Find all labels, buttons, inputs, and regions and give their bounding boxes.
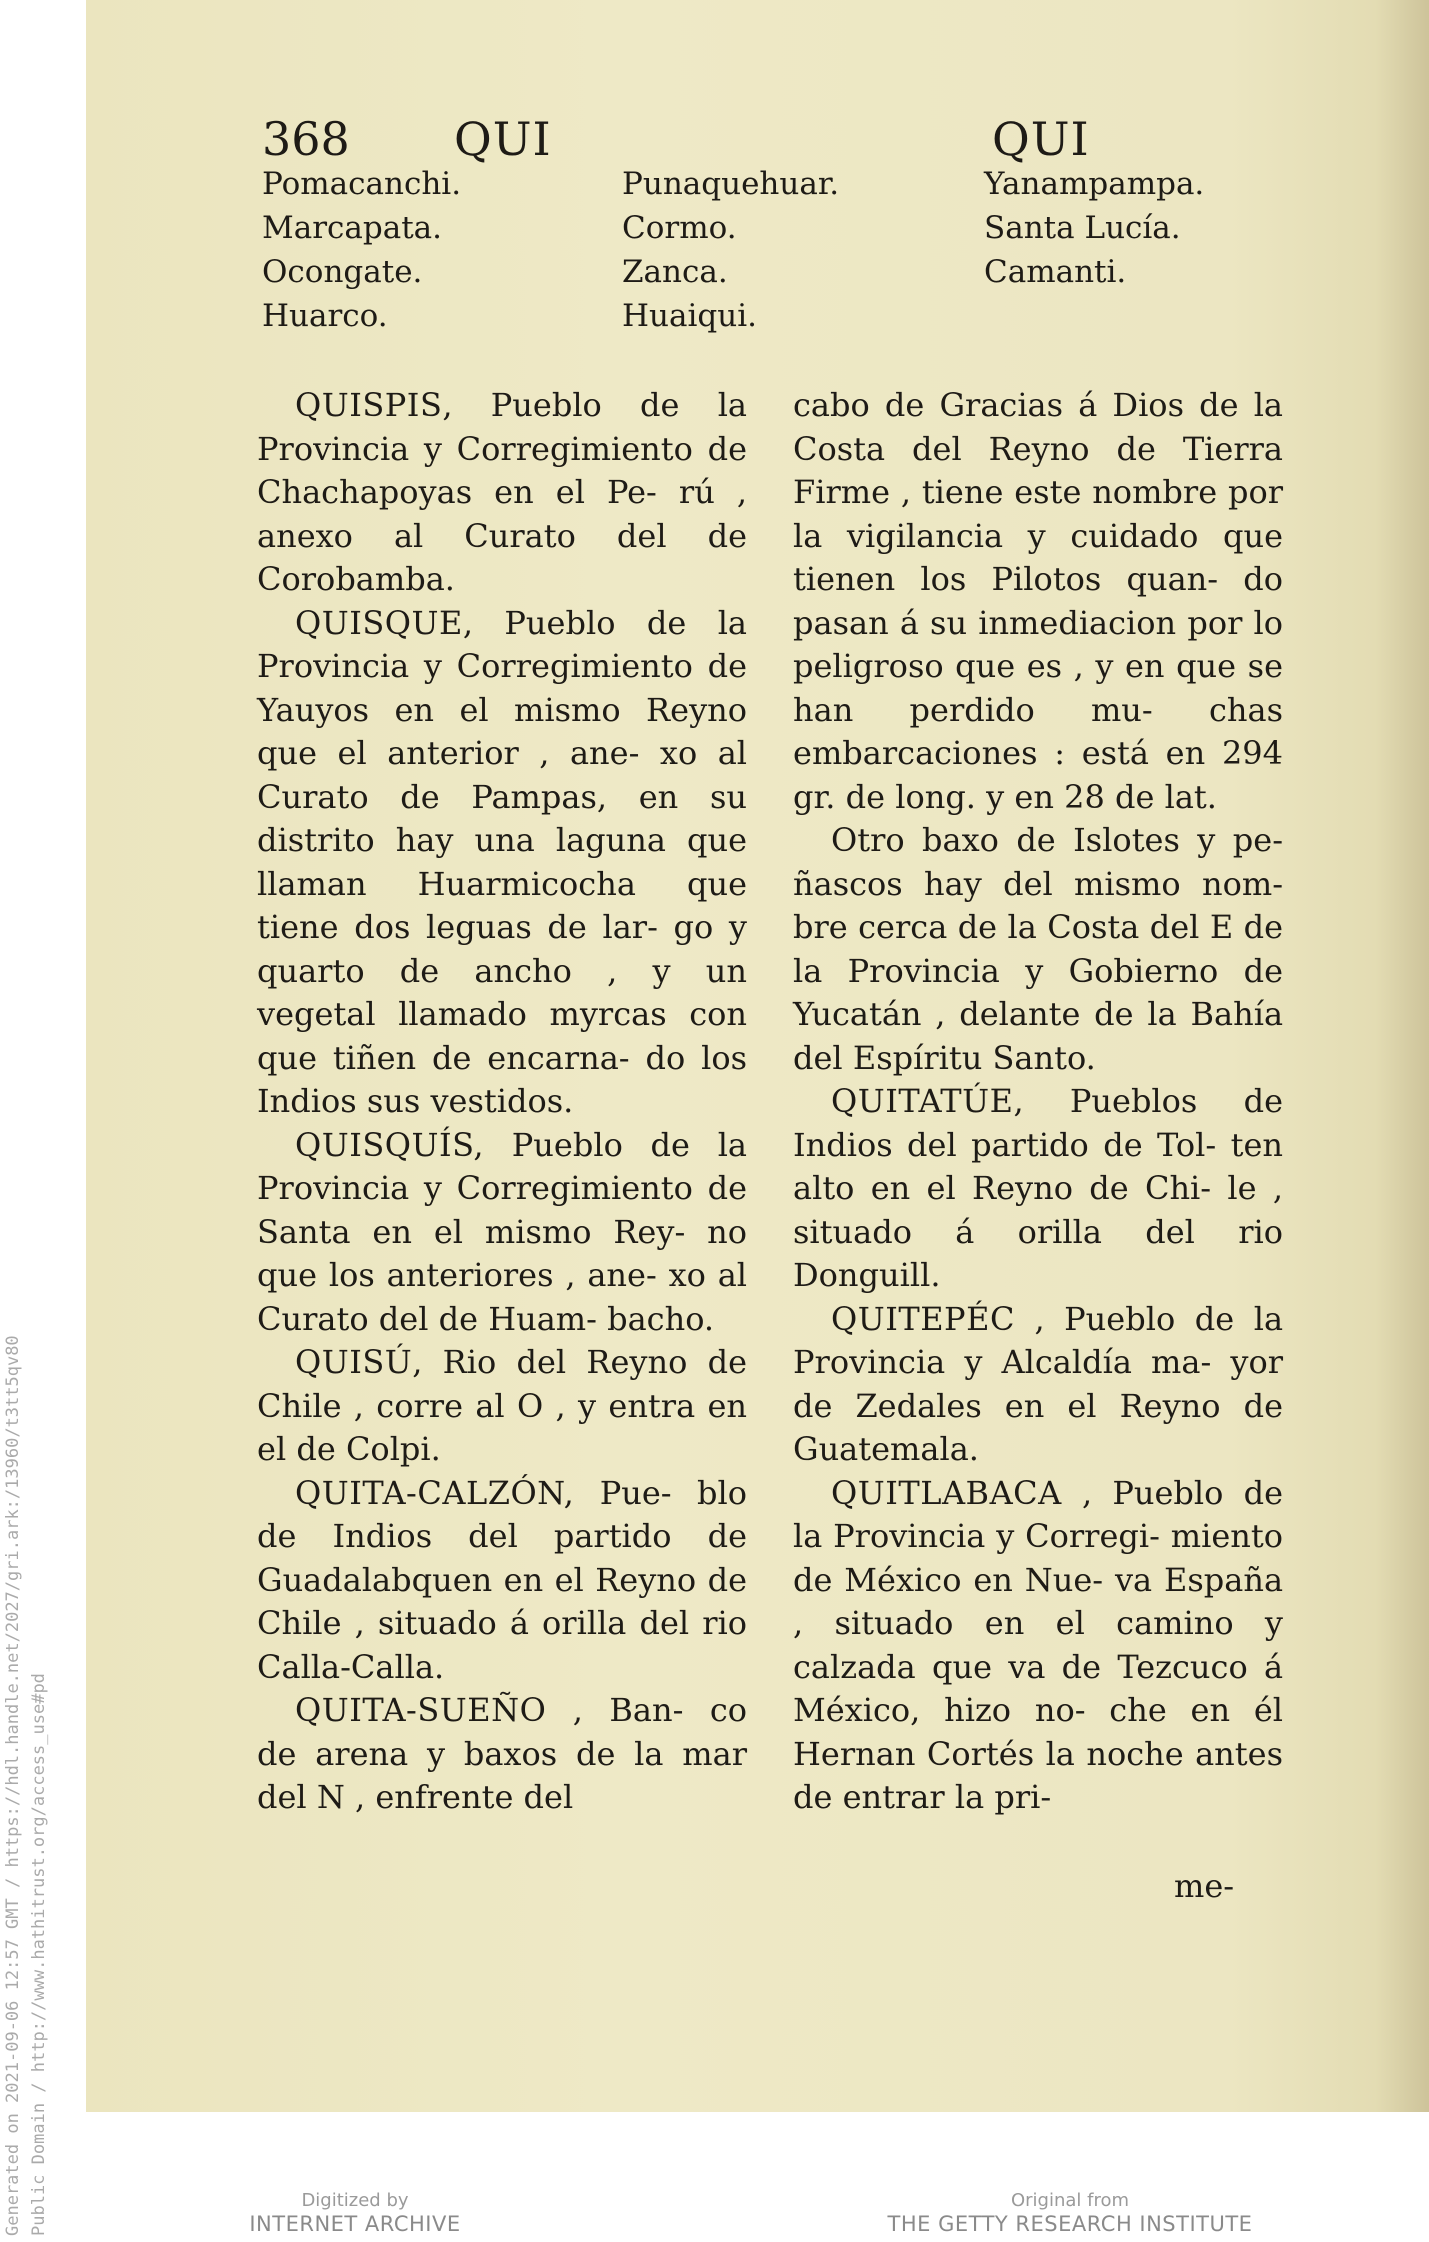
- entry-text-line: Provincia y Corregimiento: [257, 429, 693, 468]
- entry-text-line: do pasan á su inmediacion: [793, 560, 1284, 642]
- entry-text-line: , Pueblo de: [1014, 1299, 1235, 1338]
- entry-text-line: Guadalabquen en el Reyno: [257, 1560, 697, 1599]
- dictionary-entry: [793, 1080, 1283, 1298]
- entry-text-line: Corobamba.: [257, 560, 455, 598]
- entry-text-line: Provincia y Corregimiento: [257, 647, 693, 685]
- entry-text-line: rú , anexo al Curato del de: [257, 473, 748, 555]
- entry-text-line: entra en el de Colpi.: [257, 1386, 748, 1468]
- entry-text-line: cabo de Gracias á Dios de: [793, 386, 1239, 424]
- entry-text-line: Tezcuco á México, hizo no-: [793, 1647, 1284, 1729]
- entry-text-line: de Guatemala.: [793, 1386, 1284, 1468]
- entry-headword: QUISÚ: [295, 1343, 413, 1381]
- entry-text-line: Indios del partido de Tol-: [793, 1125, 1217, 1164]
- dictionary-entry: [257, 1341, 747, 1472]
- entry-headword: QUITA-SUEÑO: [295, 1691, 547, 1729]
- place-name: Cormo.: [622, 210, 737, 246]
- place-name: Camanti.: [984, 254, 1127, 290]
- entry-text-line: de Yauyos en el mismo: [257, 647, 748, 729]
- entry-text-line: do los Indios sus vestidos.: [257, 1038, 748, 1120]
- page-number: 368: [262, 112, 350, 166]
- place-name: Huaiqui.: [622, 298, 757, 334]
- place-list-column-3: [984, 162, 1204, 294]
- place-list-column-2: [622, 162, 839, 338]
- original-from-value: THE GETTY RESEARCH INSTITUTE: [887, 2212, 1253, 2236]
- text-column-right: [793, 384, 1283, 1820]
- dictionary-entry: [793, 1298, 1283, 1472]
- entry-text-line: de Chile , situado á orilla: [257, 1560, 747, 1642]
- entry-text-line: Donguill.: [793, 1256, 941, 1294]
- entry-text-line: de la Provincia y Corregi-: [793, 1473, 1284, 1555]
- catchword: me-: [1174, 1867, 1235, 1905]
- entry-text-line: Bahía del Espíritu Santo.: [793, 995, 1284, 1077]
- entry-headword: QUITEPÉC: [831, 1299, 1015, 1338]
- entry-text-line: , Ban-: [546, 1691, 684, 1729]
- entry-text-line: bacho.: [607, 1299, 715, 1338]
- entry-text-line: de lat.: [1115, 777, 1217, 816]
- entry-text-line: su distrito hay una laguna: [257, 777, 748, 859]
- entry-text-line: ten alto en el Reyno de Chi-: [793, 1125, 1284, 1207]
- entry-text-line: , Pueblos de: [1013, 1082, 1283, 1120]
- place-name: Zanca.: [622, 254, 728, 290]
- entry-text-line: la Costa del Reyno de Tierra: [793, 386, 1283, 468]
- entry-text-line: un vegetal llamado myrcas: [257, 951, 748, 1033]
- entry-text-line: de Chile , corre al O , y: [257, 1343, 747, 1425]
- entry-text-line: la Provincia y Alcaldía ma-: [793, 1299, 1284, 1381]
- place-name: Marcapata.: [262, 210, 443, 246]
- place-name: Yanampampa.: [984, 166, 1205, 202]
- entry-text-line: Pue-: [574, 1473, 672, 1512]
- dictionary-entry: [257, 1124, 747, 1342]
- entry-text-line: che en él Hernan Cortés la: [793, 1691, 1284, 1773]
- entry-text-line: chas embarcaciones : está en: [793, 690, 1284, 772]
- entry-text-line: de Yucatán , delante de la: [793, 951, 1284, 1033]
- entry-text-line: con que tiñen de encarna-: [257, 995, 747, 1077]
- entry-text-line: , Pueblo de la: [442, 386, 747, 424]
- entry-text-line: por lo peligroso que es , y: [793, 603, 1284, 685]
- entry-text-line: Reyno que el anterior , ane-: [257, 690, 748, 772]
- entry-text-line: de Chachapoyas en el Pe-: [257, 429, 748, 511]
- entry-text-line: , Pueblo: [1061, 1473, 1224, 1512]
- entry-headword: QUITLABACA: [831, 1473, 1062, 1512]
- digitized-by-label: Digitized by: [301, 2190, 409, 2211]
- entry-text-line: Otro baxo de Islotes y pe-: [831, 821, 1283, 859]
- entry-text-line: camino y calzada que va de: [793, 1604, 1284, 1686]
- entry-text-line: blo de Indios del partido de: [257, 1473, 748, 1555]
- place-name: Punaquehuar.: [622, 166, 840, 202]
- entry-text-line: que tiene dos leguas de lar-: [257, 864, 747, 946]
- dictionary-entry: [257, 384, 747, 602]
- entry-text-line: de Santa en el mismo Rey-: [257, 1169, 748, 1251]
- entry-text-line: por la vigilancia y cuidado: [793, 473, 1284, 555]
- entry-text-line: noche antes de entrar la pri-: [793, 1734, 1284, 1816]
- entry-text-line: Provincia y Corregimiento: [257, 1169, 693, 1207]
- entry-headword: QUISQUÍS,: [295, 1125, 485, 1164]
- entry-headword: QUISQUE: [295, 603, 463, 642]
- entry-text-line: del rio Calla-Calla.: [257, 1604, 748, 1686]
- entry-text-line: que tienen los Pilotos quan-: [793, 516, 1283, 598]
- entry-text-line: go y quarto de ancho , y: [257, 908, 748, 990]
- dictionary-entry: [793, 384, 1283, 819]
- entry-text-line: co de arena y baxos de la: [257, 1691, 748, 1773]
- entry-text-line: xo al Curato de Pampas, en: [257, 734, 748, 816]
- original-from-label: Original from: [1010, 2190, 1130, 2211]
- entry-headword: QUITATÚE: [831, 1082, 1014, 1120]
- hathitrust-watermark: [0, 1036, 52, 2236]
- watermark-line-2: Public Domain / http://www.hathitrust.org/access_use#pd: [29, 1673, 49, 2236]
- entry-text-line: Firme , tiene este nombre: [793, 473, 1218, 511]
- place-list-column-1: [262, 162, 461, 338]
- entry-text-line: 294 gr. de long. y en 28: [793, 734, 1284, 816]
- running-head-left: QUI: [454, 112, 552, 166]
- place-name: Santa Lucía.: [984, 210, 1181, 246]
- running-head-right: QUI: [992, 112, 1090, 166]
- dictionary-entry: [257, 602, 747, 1124]
- entry-text-line: , Pueblo de la: [462, 603, 747, 642]
- entry-text-line: , Rio del Reyno: [412, 1343, 688, 1381]
- dictionary-entry: [793, 1472, 1283, 1820]
- entry-text-line: bre cerca de la Costa del E: [793, 908, 1234, 946]
- entry-text-line: en que se han perdido mu-: [793, 647, 1284, 729]
- entry-text-line: no que los anteriores , ane-: [257, 1212, 748, 1294]
- entry-text-line: yor de Zedales en el Reyno: [793, 1343, 1284, 1425]
- entry-text-line: que llaman Huarmicocha: [257, 821, 748, 903]
- dictionary-entry: [257, 1472, 747, 1690]
- place-name: Pomacanchi.: [262, 166, 462, 202]
- entry-text-line: ñascos hay del mismo nom-: [793, 864, 1283, 903]
- entry-text-line: miento de México en Nue-: [793, 1517, 1284, 1599]
- text-column-left: [257, 384, 747, 1820]
- entry-headword: QUITA-CALZÓN,: [295, 1473, 575, 1512]
- entry-text-line: Pueblo de la: [484, 1125, 747, 1164]
- place-name: Ocongate.: [262, 254, 423, 290]
- entry-text-line: mar del N , enfrente del: [257, 1734, 748, 1816]
- place-name: Huarco.: [262, 298, 388, 334]
- dictionary-entry: [793, 819, 1283, 1080]
- entry-headword: QUISPIS: [295, 386, 443, 424]
- entry-text-line: xo al Curato del de Huam-: [257, 1256, 747, 1338]
- entry-text-line: de la Provincia y Gobierno: [793, 908, 1283, 990]
- entry-text-line: va España , situado en el: [793, 1560, 1284, 1642]
- digitized-by-value: INTERNET ARCHIVE: [249, 2212, 461, 2236]
- entry-text-line: le , situado á orilla del rio: [793, 1169, 1284, 1251]
- watermark-line-1: Generated on 2021-09-06 12:57 GMT / https://hdl.handle.net/2027/gri.ark:/13960/t3tt5qv80: [3, 1335, 23, 2236]
- dictionary-entry: [257, 1689, 747, 1820]
